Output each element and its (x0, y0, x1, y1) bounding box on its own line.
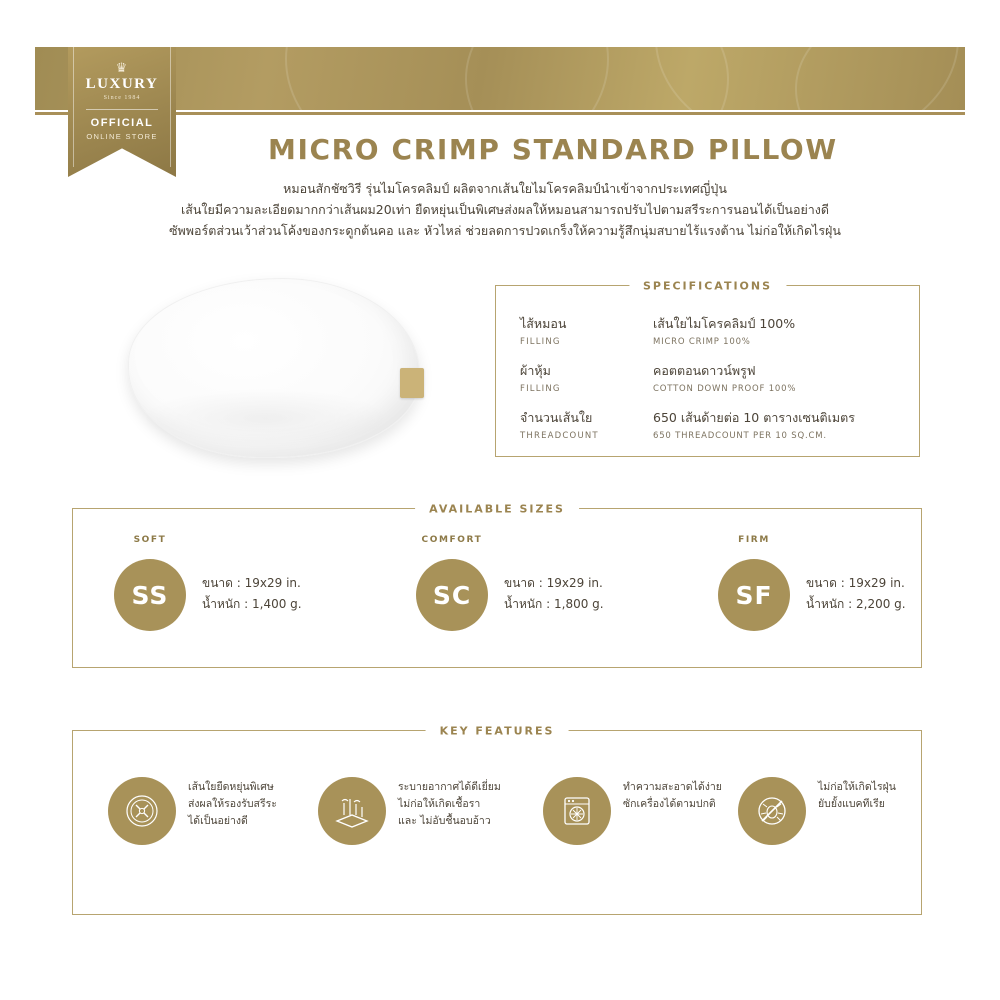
size-tier-label: FIRM (738, 535, 770, 545)
feature-line-2: ซักเครื่องได้ตามปกติ (623, 798, 716, 810)
spec-value-en: COTTON DOWN PROOF 100% (653, 384, 797, 394)
banner-swirl-decoration (795, 47, 965, 110)
specifications-caption: SPECIFICATIONS (629, 280, 786, 293)
spec-value-th: เส้นใยไมโครคลิมป์ 100% (653, 316, 796, 331)
page-title: MICRO CRIMP STANDARD PILLOW (268, 133, 838, 166)
size-code-badge: SS (114, 559, 186, 631)
ribbon-divider (86, 109, 158, 110)
feature-line-2: ไม่ก่อให้เกิดเชื้อรา (398, 798, 481, 810)
feature-line-1: เส้นใยยืดหยุ่นพิเศษ (188, 781, 274, 793)
specifications-panel (495, 279, 920, 457)
spec-label-th: ไส้หมอน (520, 316, 567, 331)
description-line-1: หมอนสักชัซวิรี รุ่นไมโครคลิมป์ ผลิตจากเส้นใยไมโครคลิมป์นำเข้าจากประเทศญี่ปุ่น (283, 181, 727, 196)
spec-label-en: FILLING (520, 337, 561, 347)
spec-value-th: คอตตอนดาวน์พรูฟ (653, 363, 756, 378)
spec-value (653, 361, 796, 394)
feature-line-1: ไม่ก่อให้เกิดไรฝุ่น (818, 781, 896, 793)
spec-value-en: MICRO CRIMP 100% (653, 337, 751, 347)
fiber-elasticity-icon (108, 777, 176, 845)
spec-row (520, 314, 566, 347)
feature-line-3: และ ไม่อับชื้นอบอ้าว (398, 815, 491, 827)
airflow-icon (318, 777, 386, 845)
size-weight: น้ำหนัก : 1,800 g. (504, 597, 604, 611)
available-sizes-panel (72, 502, 922, 668)
spec-label-th: จำนวนเส้นใย (520, 410, 593, 425)
feature-text (398, 779, 501, 830)
product-description (140, 178, 870, 241)
spec-row (520, 361, 561, 394)
description-line-3: ซัพพอร์ตส่วนเว้าส่วนโค้งของกระดูกต้นคอ และ หัวไหล่ ช่วยลดการปวดเกร็งให้ความรู้สึกนุ่มสบายไร้แรงต้าน ไม่ก่อให้เกิดไรฝุ่น (169, 223, 841, 238)
feature-text (188, 779, 277, 830)
size-code-badge: SC (416, 559, 488, 631)
brand-ribbon-logo (68, 47, 176, 195)
size-tier-label: COMFORT (421, 535, 483, 545)
size-spec (806, 573, 906, 615)
feature-line-1: ทำความสะอาดได้ง่าย (623, 781, 722, 793)
size-weight: น้ำหนัก : 1,400 g. (202, 597, 302, 611)
product-image (110, 268, 440, 468)
spec-value-en: 650 THREADCOUNT PER 10 SQ.CM. (653, 431, 827, 441)
anti-dust-mite-icon (738, 777, 806, 845)
pillow-shadow (140, 388, 390, 448)
spec-value (653, 314, 795, 347)
crown-icon: ♛ (115, 60, 129, 75)
pillow-brand-tag (400, 368, 424, 398)
size-spec (202, 573, 302, 615)
brand-official-label: OFFICIAL (90, 117, 154, 129)
spec-value-th: 650 เส้นด้ายต่อ 10 ตารางเซนติเมตร (653, 410, 855, 425)
size-dimension: ขนาด : 19x29 in. (202, 576, 301, 590)
size-dimension: ขนาด : 19x29 in. (806, 576, 905, 590)
spec-label-en: FILLING (520, 384, 561, 394)
size-weight: น้ำหนัก : 2,200 g. (806, 597, 906, 611)
description-line-2: เส้นใยมีความละเอียดมากกว่าเส้นผม20เท่า ยืดหยุ่นเป็นพิเศษส่งผลให้หมอนสามารถปรับไปตามสรีระการนอนได้เป็นอย่างดี (180, 202, 830, 217)
size-tier-label: SOFT (133, 535, 167, 545)
size-dimension: ขนาด : 19x29 in. (504, 576, 603, 590)
feature-text (623, 779, 722, 813)
key-features-caption: KEY FEATURES (426, 725, 569, 738)
feature-text (818, 779, 896, 813)
feature-line-2: ยับยั้งแบคทีเรีย (818, 798, 885, 810)
size-code-badge: SF (718, 559, 790, 631)
available-sizes-caption: AVAILABLE SIZES (415, 503, 579, 516)
feature-line-2: ส่งผลให้รองรับสรีระ (188, 798, 277, 810)
key-features-panel (72, 724, 922, 915)
size-spec (504, 573, 604, 615)
feature-line-1: ระบายอากาศได้ดีเยี่ยม (398, 781, 501, 793)
feature-line-3: ได้เป็นอย่างดี (188, 815, 248, 827)
spec-label-en: THREADCOUNT (520, 431, 599, 441)
washing-machine-icon (543, 777, 611, 845)
spec-value (653, 408, 855, 441)
spec-row (520, 408, 599, 441)
brand-name: LUXURY (85, 76, 159, 92)
brand-subtitle: Since 1984 (103, 95, 141, 101)
spec-label-th: ผ้าหุ้ม (520, 363, 551, 378)
brand-store-label: ONLINE STORE (86, 132, 158, 141)
